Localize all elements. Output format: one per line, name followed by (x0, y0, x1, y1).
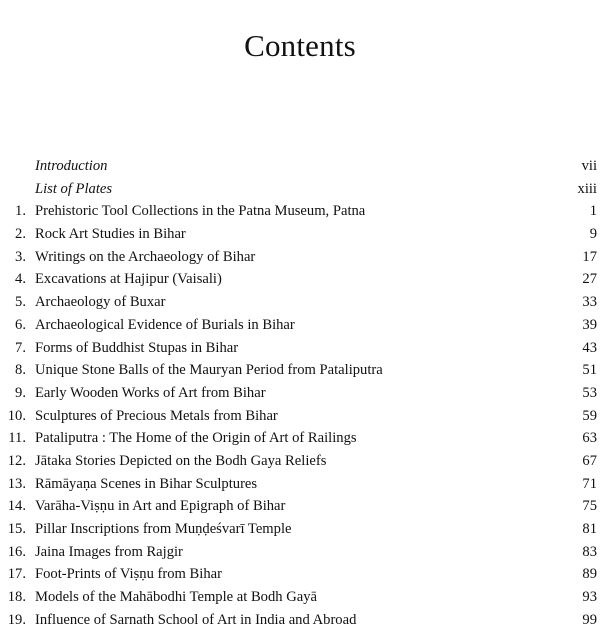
chapter-page: 53 (582, 384, 597, 401)
chapter-number: 15. (7, 521, 26, 537)
chapter-page: 75 (582, 498, 597, 515)
chapter-page: 27 (582, 271, 597, 288)
chapter-page: 39 (582, 316, 597, 333)
chapter-title: Foot-Prints of Viṣṇu from Bihar (35, 566, 222, 583)
toc-entry-chapter-13[interactable] (0, 473, 600, 496)
chapter-number: 9. (15, 384, 26, 401)
toc-entry-chapter-8[interactable] (0, 359, 600, 382)
chapter-title: Excavations at Hajipur (Vaisali) (35, 271, 222, 288)
chapter-number: 1. (15, 203, 26, 220)
chapter-title: Prehistoric Tool Collections in the Patna Museum, Patna (35, 203, 366, 220)
chapter-number: 7. (15, 339, 26, 356)
toc-entry-introduction[interactable] (0, 155, 600, 178)
chapter-page: 59 (582, 407, 597, 424)
chapter-title: Writings on the Archaeology of Bihar (35, 248, 256, 265)
chapter-page: 99 (582, 611, 597, 628)
chapter-title: Jātaka Stories Depicted on the Bodh Gaya Reliefs (35, 452, 327, 469)
chapter-number: 3. (15, 248, 26, 265)
toc-entry-title: List of Plates (35, 180, 113, 197)
chapter-number: 19. (7, 611, 26, 628)
toc-entry-chapter-12[interactable] (0, 450, 600, 473)
chapter-title: Jaina Images from Rajgir (35, 543, 183, 560)
chapter-number: 17. (7, 566, 26, 583)
toc-entry-chapter-17[interactable] (0, 563, 600, 586)
chapter-page: 33 (582, 294, 597, 311)
chapter-number: 10. (7, 407, 26, 424)
toc-entry-chapter-11[interactable] (0, 427, 600, 450)
chapter-page: 93 (582, 589, 597, 606)
chapter-title: Sculptures of Precious Metals from Bihar (35, 407, 278, 424)
toc-entry-chapter-7[interactable] (0, 337, 600, 360)
chapter-title: Influence of Sarnath School of Art in India and Abroad (35, 611, 357, 628)
toc-entry-page: xiii (577, 180, 597, 197)
chapter-number: 5. (15, 294, 26, 311)
chapter-page: 89 (582, 566, 597, 583)
chapter-page: 71 (582, 475, 597, 492)
chapter-number: 4. (15, 271, 26, 288)
toc-entry-chapter-19[interactable] (0, 609, 600, 632)
toc-entry-list-of-plates[interactable] (0, 178, 600, 201)
chapter-title: Early Wooden Works of Art from Bihar (35, 384, 266, 401)
chapter-title: Rāmāyaṇa Scenes in Bihar Sculptures (35, 475, 258, 492)
chapter-page: 63 (582, 430, 597, 447)
chapter-title: Unique Stone Balls of the Mauryan Period from Pataliputra (35, 362, 383, 379)
chapter-page: 83 (582, 543, 597, 560)
chapter-number: 8. (15, 362, 26, 379)
chapter-title: Pataliputra : The Home of the Origin of Art of Railings (35, 430, 357, 447)
toc-entry-chapter-5[interactable] (0, 291, 600, 314)
chapter-number: 11. (8, 430, 26, 447)
chapter-number: 13. (7, 475, 26, 492)
chapter-number: 2. (15, 226, 26, 243)
toc-entry-chapter-10[interactable] (0, 405, 600, 428)
table-of-contents (0, 155, 600, 631)
chapter-page: 51 (582, 362, 597, 379)
toc-entry-chapter-14[interactable] (0, 495, 600, 518)
chapter-title: Varāha-Viṣṇu in Art and Epigraph of Bihar (35, 498, 286, 515)
chapter-number: 6. (15, 316, 26, 333)
chapter-page: 43 (582, 339, 597, 356)
chapter-number: 18. (7, 589, 26, 606)
toc-entry-chapter-6[interactable] (0, 314, 600, 337)
chapter-page: 1 (589, 203, 597, 220)
chapter-number: 12. (7, 452, 26, 469)
toc-entry-chapter-18[interactable] (0, 586, 600, 609)
toc-entry-title: Introduction (35, 158, 108, 174)
toc-entry-chapter-4[interactable] (0, 268, 600, 291)
chapter-page: 67 (582, 452, 597, 469)
chapter-title: Archaeological Evidence of Burials in Bihar (35, 316, 295, 333)
toc-entry-chapter-1[interactable] (0, 200, 600, 223)
toc-entry-page: vii (581, 158, 597, 174)
chapter-page: 17 (582, 248, 597, 265)
chapter-title: Archaeology of Buxar (35, 294, 166, 311)
chapter-number: 16. (7, 543, 26, 560)
chapter-number: 14. (7, 498, 26, 515)
page-title: Contents (244, 28, 356, 63)
chapter-title: Rock Art Studies in Bihar (35, 226, 186, 243)
chapter-page: 9 (589, 226, 597, 243)
chapter-title: Pillar Inscriptions from Muṇḍeśvarī Temple (35, 521, 292, 537)
chapter-title: Models of the Mahābodhi Temple at Bodh Gayā (35, 589, 318, 606)
toc-entry-chapter-9[interactable] (0, 382, 600, 405)
toc-entry-chapter-2[interactable] (0, 223, 600, 246)
toc-entry-chapter-15[interactable] (0, 518, 600, 541)
chapter-title: Forms of Buddhist Stupas in Bihar (35, 339, 239, 356)
toc-entry-chapter-3[interactable] (0, 246, 600, 269)
chapter-page: 81 (582, 521, 597, 537)
toc-entry-chapter-16[interactable] (0, 541, 600, 564)
